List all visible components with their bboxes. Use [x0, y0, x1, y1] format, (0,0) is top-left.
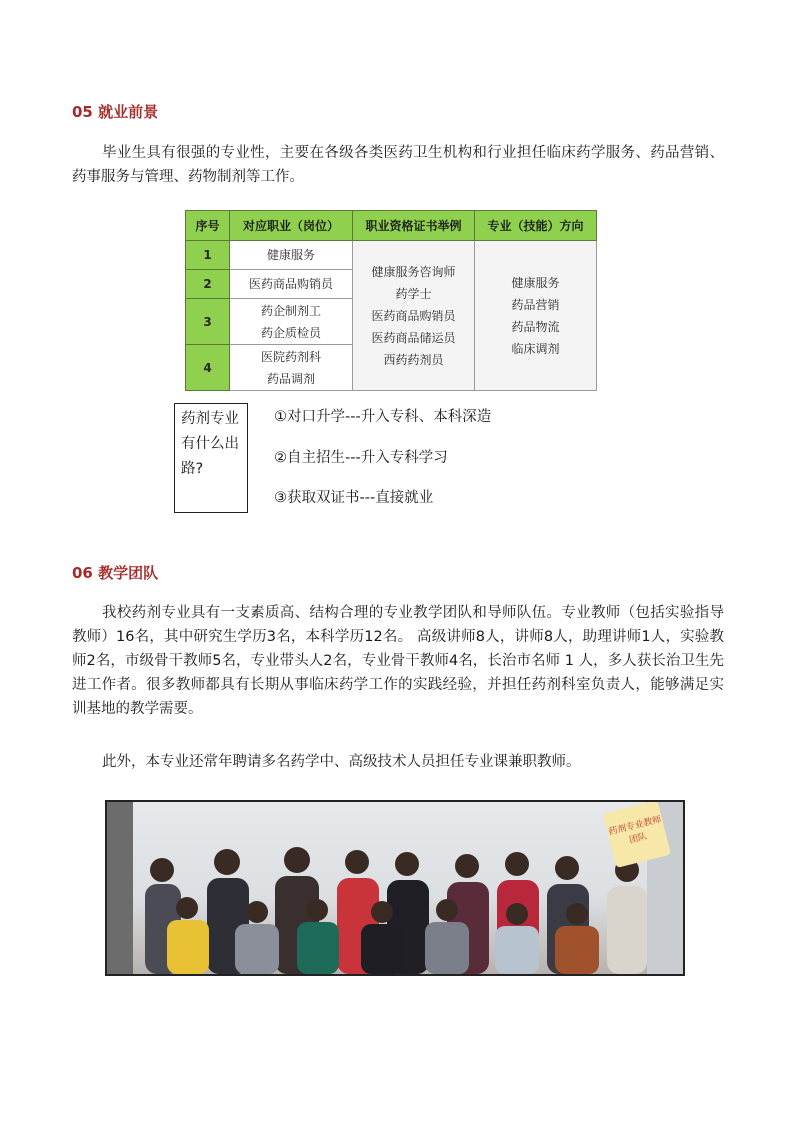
- row-job: [230, 345, 353, 391]
- employment-intro: 毕业生具有很强的专业性，主要在各级各类医药卫生机构和行业担任临床药学服务、药品营销、药事服务与管理、药物制剂等工作。: [72, 145, 724, 185]
- certificate-item: 健康服务咨询师: [371, 264, 456, 279]
- job-item: 药企制剂工: [260, 303, 321, 318]
- direction-cell: [475, 241, 597, 391]
- row-no: 3: [186, 299, 230, 345]
- question-box: 药剂专业有什么出路?: [174, 403, 248, 513]
- certificate-item: 医药商品储运员: [371, 330, 456, 345]
- row-no: 4: [186, 345, 230, 391]
- section-06-title: 06 教学团队: [72, 564, 159, 582]
- group-people-illustration: [107, 802, 683, 974]
- path-item-1: ①对口升学---升入专科、本科深造: [274, 409, 492, 425]
- header-job: 对应职业（岗位）: [230, 211, 353, 241]
- section-05-title: 05 就业前景: [72, 103, 159, 121]
- path-item-3: ③获取双证书---直接就业: [274, 490, 434, 506]
- row-job: 健康服务: [230, 241, 353, 270]
- row-job: 医药商品购销员: [230, 270, 353, 299]
- job-item: 药品调剂: [266, 371, 315, 386]
- job-item: 药企质检员: [260, 325, 321, 340]
- header-certificate: 职业资格证书举例: [353, 211, 475, 241]
- header-direction: 专业（技能）方向: [475, 211, 597, 241]
- direction-item: 药品物流: [511, 319, 560, 334]
- header-no: 序号: [186, 211, 230, 241]
- job-item: 医院药剂科: [260, 349, 321, 364]
- certificate-item: 医药商品购销员: [371, 308, 456, 323]
- team-photo: [105, 800, 685, 976]
- certificate-item: 药学士: [395, 286, 432, 301]
- direction-item: 药品营销: [511, 297, 560, 312]
- job-table: [185, 210, 597, 391]
- row-no: 2: [186, 270, 230, 299]
- row-job: [230, 299, 353, 345]
- team-description: 我校药剂专业具有一支素质高、结构合理的专业教学团队和导师队伍。专业教师（包括实验指导教师）16名，其中研究生学历3名，本科学历12名。 高级讲师8人，讲师8人，助理讲师1人，实验教师2名，市级骨干教师5名，专业带头人2名，专业骨干教师4名，长治市名师 1 人，多人获长治卫生先进工作者。很多教师都具有长期从事临床药学工作的实践经验，并担任药剂科室负责人，能够满足实训基地的教学需要。: [72, 605, 724, 717]
- direction-item: 临床调剂: [511, 341, 560, 356]
- row-no: 1: [186, 241, 230, 270]
- photo-badge: 药剂专业教师团队: [603, 800, 671, 868]
- certificate-cell: [353, 241, 475, 391]
- direction-item: 健康服务: [511, 275, 560, 290]
- path-item-2: ②自主招生---升入专科学习: [274, 450, 448, 466]
- team-extra: 此外，本专业还常年聘请多名药学中、高级技术人员担任专业课兼职教师。: [102, 754, 581, 770]
- certificate-item: 西药药剂员: [383, 352, 444, 367]
